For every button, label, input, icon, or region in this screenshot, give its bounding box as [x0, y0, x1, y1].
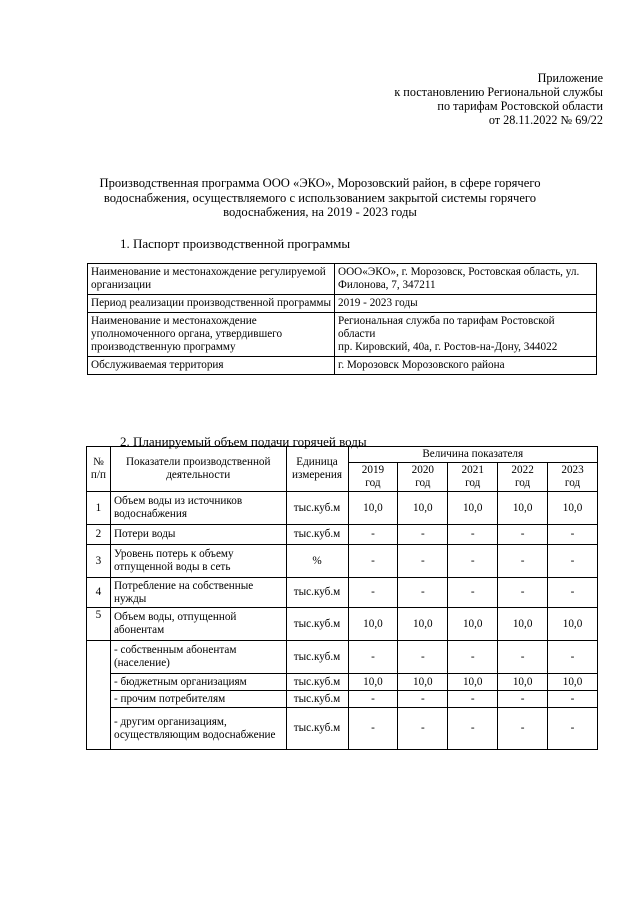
row-indicator: - другим организациям, осуществляющим водоснабжение — [110, 708, 286, 750]
header-year: 2021 год — [448, 463, 498, 492]
row-value: 10,0 — [548, 492, 598, 525]
row-value: 10,0 — [398, 492, 448, 525]
header-unit: Единица измерения — [286, 447, 348, 492]
row-unit: тыс.куб.м — [286, 525, 348, 545]
row-value: 10,0 — [348, 492, 398, 525]
document-title — [80, 176, 560, 220]
row-value: - — [548, 691, 598, 708]
appendix-line: к постановлению Региональной службы — [394, 85, 603, 99]
row-unit: тыс.куб.м — [286, 492, 348, 525]
row-value: 10,0 — [548, 674, 598, 691]
table-subrow — [87, 674, 598, 691]
row-value: - — [498, 641, 548, 674]
row-value: - — [498, 691, 548, 708]
row-unit: тыс.куб.м — [286, 578, 348, 608]
row-indicator: Потери воды — [110, 525, 286, 545]
row-value: - — [498, 708, 548, 750]
header-num: № п/п — [87, 447, 111, 492]
row-indicator: - бюджетным организациям — [110, 674, 286, 691]
row-num: 4 — [87, 578, 111, 608]
row-indicator: Потребление на собственные нужды — [110, 578, 286, 608]
row-value: 10,0 — [448, 674, 498, 691]
row-num: 2 — [87, 525, 111, 545]
row-value: - — [548, 641, 598, 674]
row-value: - — [398, 545, 448, 578]
row-unit: тыс.куб.м — [286, 691, 348, 708]
row-value: - — [548, 525, 598, 545]
appendix-line: по тарифам Ростовской области — [437, 99, 603, 113]
row-value: - — [498, 545, 548, 578]
row-indicator: Уровень потерь к объему отпущенной воды в сеть — [110, 545, 286, 578]
row-unit: % — [286, 545, 348, 578]
row-indicator: - собственным абонентам (население) — [110, 641, 286, 674]
row-indicator: - прочим потребителям — [110, 691, 286, 708]
row-value: - — [548, 578, 598, 608]
passport-value: г. Морозовск Морозовского района — [335, 357, 597, 375]
row-value: 10,0 — [448, 608, 498, 641]
row-value: - — [448, 525, 498, 545]
row-value: - — [398, 691, 448, 708]
title-line: водоснабжения, осуществляемого с использованием закрытой системы горячего — [103, 190, 537, 205]
row-value: 10,0 — [348, 674, 398, 691]
table-row — [87, 608, 598, 641]
passport-label: Наименование и местонахождение регулируемой организации — [88, 264, 335, 295]
row-value: 10,0 — [498, 492, 548, 525]
table-row — [87, 525, 598, 545]
row-value: 10,0 — [498, 608, 548, 641]
row-unit: тыс.куб.м — [286, 608, 348, 641]
passport-value — [335, 313, 597, 357]
row-value: 10,0 — [348, 608, 398, 641]
passport-label: Наименование и местонахождение уполномоченного органа, утвердившего производственную программу — [88, 313, 335, 357]
row-value: - — [448, 691, 498, 708]
row-value: - — [548, 545, 598, 578]
table-row — [88, 357, 597, 375]
row-value: - — [448, 578, 498, 608]
passport-label: Период реализации производственной программы — [88, 295, 335, 313]
header-row — [87, 447, 598, 463]
row-value: - — [448, 641, 498, 674]
table-subrow — [87, 641, 598, 674]
title-line: Производственная программа ООО «ЭКО», Морозовский район, в сфере горячего — [99, 176, 541, 190]
table-subrow — [87, 708, 598, 750]
table-subrow — [87, 691, 598, 708]
row-num: 1 — [87, 492, 111, 525]
row-value: 10,0 — [548, 608, 598, 641]
passport-value: ООО«ЭКО», г. Морозовск, Ростовская область, ул. Филонова, 7, 347211 — [335, 264, 597, 295]
row-value: - — [448, 545, 498, 578]
header-year: 2020 год — [398, 463, 448, 492]
row-value: - — [348, 578, 398, 608]
passport-label: Обслуживаемая территория — [88, 357, 335, 375]
header-value-group: Величина показателя — [348, 447, 598, 463]
row-value: - — [348, 525, 398, 545]
section2-heading: 2. Планируемый объем подачи горячей воды — [120, 434, 367, 449]
row-indicator: Объем воды, отпущенной абонентам — [110, 608, 286, 641]
table-row — [87, 578, 598, 608]
row-value: - — [348, 691, 398, 708]
volume-table — [86, 446, 598, 750]
empty-num-cell — [87, 641, 111, 750]
header-year: 2019 год — [348, 463, 398, 492]
row-value: - — [548, 708, 598, 750]
passport-table — [87, 263, 597, 375]
title-line: водоснабжения, на 2019 - 2023 годы — [223, 205, 417, 219]
row-num: 5 — [87, 608, 111, 641]
row-value: - — [348, 641, 398, 674]
row-unit: тыс.куб.м — [286, 708, 348, 750]
row-num: 3 — [87, 545, 111, 578]
row-value: - — [448, 708, 498, 750]
row-value: 10,0 — [448, 492, 498, 525]
header-year: 2022 год — [498, 463, 548, 492]
passport-value: 2019 - 2023 годы — [335, 295, 597, 313]
row-unit: тыс.куб.м — [286, 674, 348, 691]
row-value: - — [498, 525, 548, 545]
row-value: - — [398, 708, 448, 750]
passport-value-line: пр. Кировский, 40а, г. Ростов-на-Дону, 344022 — [338, 341, 558, 353]
header-year: 2023 год — [548, 463, 598, 492]
table-row — [87, 492, 598, 525]
appendix-date: от 28.11.2022 № 69/22 — [488, 113, 603, 127]
row-value: - — [348, 545, 398, 578]
appendix-block — [394, 71, 603, 127]
row-value: - — [348, 708, 398, 750]
table-row — [88, 295, 597, 313]
row-value: - — [398, 641, 448, 674]
section1-heading: 1. Паспорт производственной программы — [120, 236, 351, 251]
table-row — [88, 313, 597, 357]
row-indicator: Объем воды из источников водоснабжения — [110, 492, 286, 525]
table-row — [88, 264, 597, 295]
row-value: 10,0 — [398, 608, 448, 641]
row-value: 10,0 — [498, 674, 548, 691]
table-row — [87, 545, 598, 578]
passport-value-line: Региональная служба по тарифам Ростовской области — [338, 315, 555, 340]
header-indicator: Показатели производственной деятельности — [110, 447, 286, 492]
row-value: - — [398, 578, 448, 608]
appendix-title: Приложение — [537, 71, 603, 85]
row-value: - — [498, 578, 548, 608]
row-value: 10,0 — [398, 674, 448, 691]
row-value: - — [398, 525, 448, 545]
row-unit: тыс.куб.м — [286, 641, 348, 674]
